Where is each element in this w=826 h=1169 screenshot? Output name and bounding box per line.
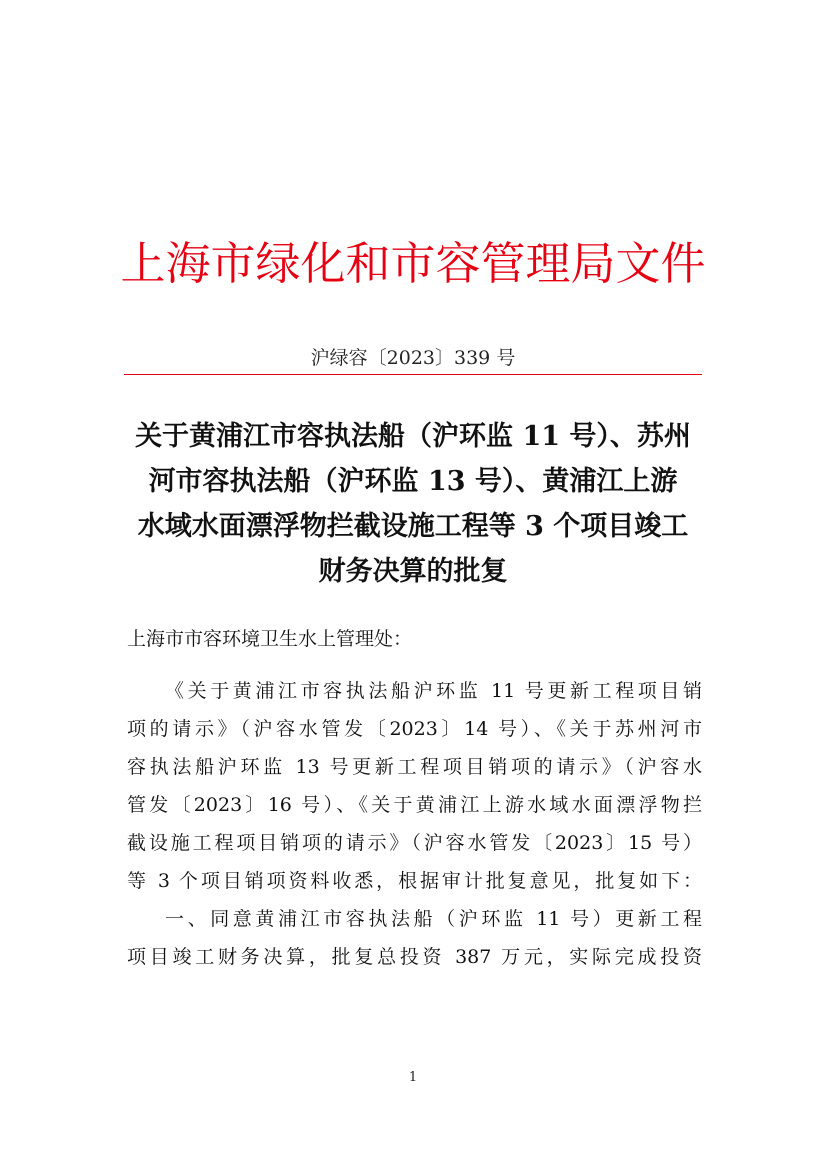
red-divider-line [124, 374, 702, 375]
subject-title-line: 河市容执法船（沪环监 13 号）、黄浦江上游 [148, 466, 678, 497]
document-number: 沪绿容〔2023〕339 号 [310, 347, 516, 369]
subject-title-line: 关于黄浦江市容执法船（沪环监 11 号）、苏州 [135, 421, 691, 452]
body-text [127, 672, 702, 976]
body-line: 等 3 个项目销项资料收悉，根据审计批复意见，批复如下： [127, 870, 702, 892]
page-number: 1 [408, 1070, 418, 1085]
body-line: 截设施工程项目销项的请示》（沪容水管发〔2023〕15 号） [127, 832, 702, 854]
subject-title-line: 财务决算的批复 [318, 556, 508, 587]
body-line: 项目竣工财务决算，批复总投资 387 万元，实际完成投资 [127, 946, 702, 968]
addressee: 上海市市容环境卫生水上管理处： [127, 628, 413, 650]
body-line: 一、同意黄浦江市容执法船（沪环监 11 号）更新工程 [165, 908, 702, 930]
document-header-title: 上海市绿化和市容管理局文件 [120, 237, 706, 290]
subject-title-line: 水域水面漂浮物拦截设施工程等 3 个项目竣工 [137, 511, 689, 542]
body-line: 项的请示》（沪容水管发〔2023〕14 号）、《关于苏州河市 [127, 718, 702, 740]
subject-title [110, 414, 716, 594]
body-line: 容执法船沪环监 13 号更新工程项目销项的请示》（沪容水 [127, 756, 702, 778]
body-line: 《关于黄浦江市容执法船沪环监 11 号更新工程项目销 [165, 680, 702, 702]
body-line: 管发〔2023〕16 号）、《关于黄浦江上游水域水面漂浮物拦 [127, 794, 702, 816]
